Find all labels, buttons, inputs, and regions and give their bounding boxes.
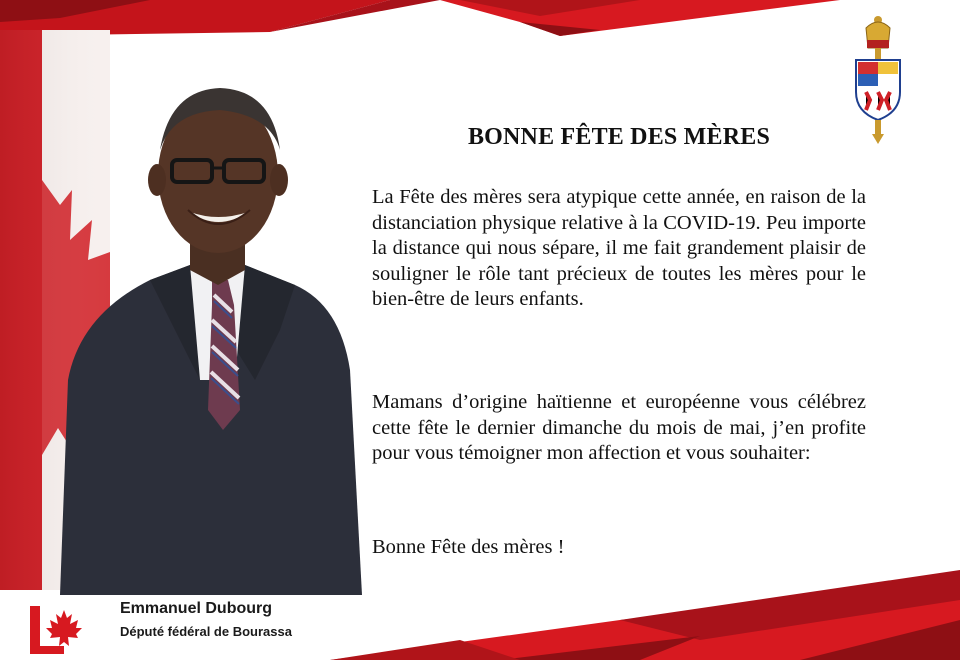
closing-line: Bonne Fête des mères ! xyxy=(372,536,565,558)
signature-name: Emmanuel Dubourg xyxy=(120,600,273,617)
message-paragraph-2: Mamans d’origine haïtienne et européenne vous célébrez cette fête le dernier dimanche du mois de mai, j’en profite pour vous témoigner mon affection et vous souhaiter: xyxy=(372,391,866,464)
message-paragraph-1: La Fête des mères sera atypique cette année, en raison de la distanciation physique relative à la COVID-19. Peu importe la distance qui nous sépare, il me fait grandement plaisir de souligner le rôle tant précieux de toutes les mères pour le bien-être de leurs enfants. xyxy=(372,186,866,310)
liberal-l-maple-leaf-logo xyxy=(26,602,84,656)
signature-title: Député fédéral de Bourassa xyxy=(120,624,292,639)
greeting-title: BONNE FÊTE DES MÈRES xyxy=(467,124,771,150)
